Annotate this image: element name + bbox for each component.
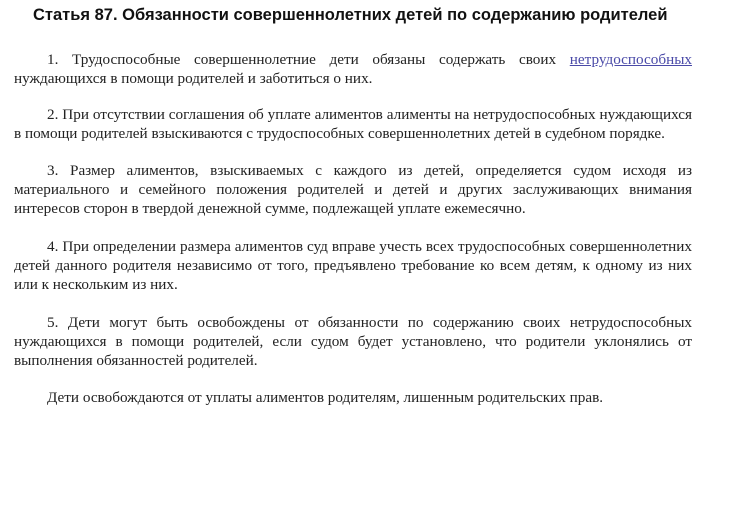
paragraph-1-text-start: 1. Трудоспособные совершеннолетние дети обязаны содержать своих [47,51,570,68]
paragraph-2: 2. При отсутствии соглашения об уплате алиментов алименты на нетрудоспособных нуждающихся в помощи родителей взыскиваются с трудоспособных совершеннолетних детей в судебном порядке. [14,106,692,142]
paragraph-1 [14,50,692,88]
article-title: Статья 87. Обязанности совершеннолетних детей по содержанию родителей [33,6,668,24]
paragraph-6: Дети освобождаются от уплаты алиментов родителям, лишенным родительских прав. [47,389,604,406]
paragraph-4: 4. При определении размера алиментов суд вправе учесть всех трудоспособных совершеннолетних детей данного родителя независимо от того, предъявлено требование ко всем детям, к одному из них или к нескольким из них. [14,238,692,293]
link-disabled-persons[interactable]: нетрудоспособных [569,51,692,68]
paragraph-3: 3. Размер алиментов, взыскиваемых с каждого из детей, определяется судом исходя из материального и семейного положения родителей и детей и других заслуживающих внимания интересов сторон в твердой денежной сумме, подлежащей уплате ежемесячно. [14,162,692,217]
article [14,0,692,407]
paragraph-1-text-end: нуждающихся в помощи родителей и заботиться о них. [14,70,373,87]
paragraph-5: 5. Дети могут быть освобождены от обязанности по содержанию своих нетрудоспособных нуждающихся в помощи родителей, если судом будет установлено, что родители уклонялись от выполнения обязанностей родителей. [14,314,692,369]
